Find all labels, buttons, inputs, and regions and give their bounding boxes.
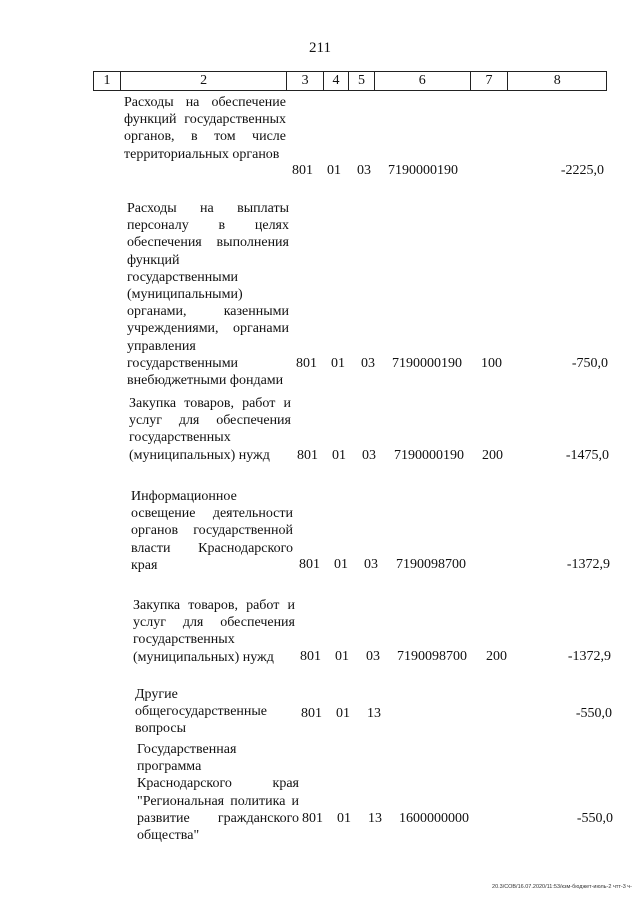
row-col-6: 7190000190 bbox=[392, 356, 462, 371]
row-col-3: 801 bbox=[297, 448, 318, 463]
footer-stamp: 20.3/СОВ/16.07.2020/11:53/кзм-бюджет-июль-2 чтт-3 ч- bbox=[492, 884, 632, 890]
row-col-4: 01 bbox=[332, 448, 346, 463]
row-col-8: -1475,0 bbox=[565, 448, 609, 463]
row-col-5: 13 bbox=[367, 706, 381, 721]
row-col-7: 200 bbox=[482, 448, 503, 463]
table-header bbox=[93, 71, 607, 91]
row-col-6: 7190098700 bbox=[396, 557, 466, 572]
header-col-4: 4 bbox=[324, 72, 349, 90]
row-col-3: 801 bbox=[301, 706, 322, 721]
row-col-6: 1600000000 bbox=[399, 811, 469, 826]
row-col-5: 03 bbox=[366, 649, 380, 664]
row-col-4: 01 bbox=[335, 649, 349, 664]
header-col-2: 2 bbox=[121, 72, 287, 90]
row-description: Расходы на выплаты персоналу в целях обеспечения выполнения функций государственными (муниципальными) органами, казенными учреждениями, органами управления государственными внебюджетными фондами bbox=[127, 201, 289, 389]
header-col-7: 7 bbox=[471, 72, 509, 90]
row-col-3: 801 bbox=[292, 163, 313, 178]
header-col-5: 5 bbox=[349, 72, 375, 90]
row-col-5: 03 bbox=[362, 448, 376, 463]
row-col-4: 01 bbox=[331, 356, 345, 371]
header-col-8: 8 bbox=[553, 73, 561, 88]
row-col-3: 801 bbox=[300, 649, 321, 664]
page-number: 211 bbox=[309, 40, 331, 56]
header-col-3: 3 bbox=[287, 72, 324, 90]
row-col-8: -1372,9 bbox=[566, 557, 610, 572]
header-col-6: 6 bbox=[375, 72, 471, 90]
row-col-3: 801 bbox=[302, 811, 323, 826]
row-col-5: 13 bbox=[368, 811, 382, 826]
row-description: Другие общегосударственные вопросы bbox=[135, 687, 268, 737]
row-description: Информационное освещение деятельности органов государственной власти Краснодарского края bbox=[131, 489, 293, 573]
row-col-4: 01 bbox=[337, 811, 351, 826]
row-col-8: -550,0 bbox=[576, 811, 613, 826]
row-description: Закупка товаров, работ и услуг для обеспечения государственных (муниципальных) нужд bbox=[133, 598, 295, 665]
row-col-5: 03 bbox=[357, 163, 371, 178]
row-col-8: -1372,9 bbox=[567, 649, 611, 664]
row-col-7: 200 bbox=[486, 649, 507, 664]
row-col-5: 03 bbox=[361, 356, 375, 371]
row-col-8: -550,0 bbox=[575, 706, 612, 721]
row-col-6: 7190098700 bbox=[397, 649, 467, 664]
row-col-4: 01 bbox=[334, 557, 348, 572]
row-col-4: 01 bbox=[327, 163, 341, 178]
row-description: Государственная программа Краснодарского края "Региональная политика и развитие гражданского общества" bbox=[137, 742, 299, 844]
row-col-7: 100 bbox=[481, 356, 502, 371]
row-col-8: -750,0 bbox=[571, 356, 608, 371]
row-description: Расходы на обеспечение функций государственных органов, в том числе территориальных органов bbox=[124, 95, 286, 162]
header-col-1: 1 bbox=[94, 72, 121, 90]
row-col-3: 801 bbox=[299, 557, 320, 572]
row-col-5: 03 bbox=[364, 557, 378, 572]
row-col-6: 7190000190 bbox=[394, 448, 464, 463]
row-col-4: 01 bbox=[336, 706, 350, 721]
row-col-6: 7190000190 bbox=[388, 163, 458, 178]
row-col-8: -2225,0 bbox=[560, 163, 604, 178]
row-col-3: 801 bbox=[296, 356, 317, 371]
row-description: Закупка товаров, работ и услуг для обеспечения государственных (муниципальных) нужд bbox=[129, 396, 291, 463]
